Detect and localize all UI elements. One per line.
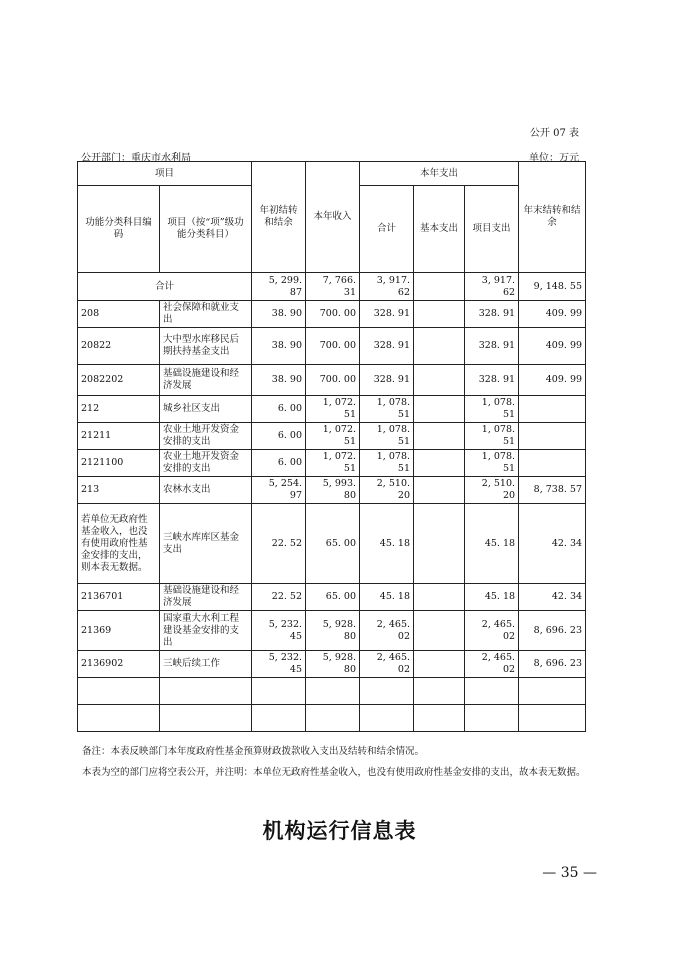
cell-income: 700. 00	[306, 301, 360, 328]
table-row	[78, 477, 586, 504]
cell-begin: 5, 232. 45	[252, 611, 306, 651]
cell-end	[519, 450, 586, 477]
cell-total: 1, 078. 51	[360, 396, 414, 423]
header-begin-balance: 年初结转和结余	[252, 162, 306, 273]
cell-begin: 6. 00	[252, 423, 306, 450]
total-end: 9, 148. 55	[519, 273, 586, 301]
cell-basic	[414, 651, 465, 678]
department-label: 公开部门：重庆市水利局	[81, 153, 191, 164]
cell-name: 大中型水库移民后期扶持基金支出	[160, 328, 252, 365]
table-row	[78, 504, 586, 584]
cell-begin: 5, 254. 97	[252, 477, 306, 504]
header-total: 合计	[360, 186, 414, 273]
cell-total: 328. 91	[360, 328, 414, 365]
cell-basic	[414, 365, 465, 396]
cell-basic	[414, 678, 465, 705]
cell-total: 328. 91	[360, 301, 414, 328]
cell-total: 2, 465. 02	[360, 651, 414, 678]
cell-end	[519, 705, 586, 732]
cell-end: 8, 696. 23	[519, 611, 586, 651]
unit-label: 单位：万元	[529, 153, 579, 164]
total-row	[78, 273, 586, 301]
cell-end	[519, 423, 586, 450]
cell-project: 1, 078. 51	[465, 450, 519, 477]
table-row	[78, 328, 586, 365]
cell-income: 700. 00	[306, 328, 360, 365]
cell-income	[306, 678, 360, 705]
note-remark: 备注：本表反映部门本年度政府性基金预算财政拨款收入支出及结转和结余情况。	[82, 746, 425, 757]
header-basic: 基本支出	[414, 186, 465, 273]
note-empty-table: 本表为空的部门应将空表公开，并注明：本单位无政府性基金收入，也没有使用政府性基金安排的支出，故本表无数据。	[82, 767, 586, 778]
cell-code: 20822	[78, 328, 160, 365]
cell-name	[160, 678, 252, 705]
total-basic	[414, 273, 465, 301]
cell-project: 45. 18	[465, 584, 519, 611]
cell-basic	[414, 396, 465, 423]
cell-name: 基础设施建设和经济发展	[160, 584, 252, 611]
cell-begin: 38. 90	[252, 328, 306, 365]
cell-code: 2136902	[78, 651, 160, 678]
header-expense-group: 本年支出	[360, 162, 519, 186]
cell-income: 1, 072. 51	[306, 423, 360, 450]
header-income: 本年收入	[306, 162, 360, 273]
cell-code: 2121100	[78, 450, 160, 477]
cell-total: 328. 91	[360, 365, 414, 396]
total-label: 合计	[78, 273, 252, 301]
cell-begin: 38. 90	[252, 301, 306, 328]
cell-total: 1, 078. 51	[360, 423, 414, 450]
header-item-name: 项目（按“项”级功能分类科目）	[160, 186, 252, 273]
cell-project: 328. 91	[465, 328, 519, 365]
cell-total	[360, 678, 414, 705]
cell-income: 1, 072. 51	[306, 450, 360, 477]
cell-income: 700. 00	[306, 365, 360, 396]
cell-begin: 5, 232. 45	[252, 651, 306, 678]
cell-project: 45. 18	[465, 504, 519, 584]
table-row	[78, 705, 586, 732]
cell-name: 社会保障和就业支出	[160, 301, 252, 328]
cell-end: 409. 99	[519, 301, 586, 328]
cell-code	[78, 678, 160, 705]
cell-income: 5, 928. 80	[306, 611, 360, 651]
cell-name: 农业土地开发资金安排的支出	[160, 423, 252, 450]
cell-income: 65. 00	[306, 584, 360, 611]
table-row	[78, 450, 586, 477]
cell-end: 42. 34	[519, 584, 586, 611]
header-code: 功能分类科目编码	[78, 186, 160, 273]
total-begin: 5, 299. 87	[252, 273, 306, 301]
cell-name: 国家重大水利工程建设基金安排的支出	[160, 611, 252, 651]
cell-total	[360, 705, 414, 732]
cell-total: 2, 465. 02	[360, 611, 414, 651]
cell-begin: 38. 90	[252, 365, 306, 396]
total-project: 3, 917. 62	[465, 273, 519, 301]
cell-name	[160, 705, 252, 732]
table-row	[78, 651, 586, 678]
cell-basic	[414, 504, 465, 584]
cell-income	[306, 705, 360, 732]
header-item-group: 项目	[78, 162, 252, 186]
cell-basic	[414, 328, 465, 365]
cell-end: 8, 738. 57	[519, 477, 586, 504]
table-row	[78, 678, 586, 705]
cell-name: 基础设施建设和经济发展	[160, 365, 252, 396]
header-project: 项目支出	[465, 186, 519, 273]
table-row	[78, 396, 586, 423]
cell-project: 2, 465. 02	[465, 611, 519, 651]
cell-basic	[414, 584, 465, 611]
cell-project: 328. 91	[465, 301, 519, 328]
cell-basic	[414, 423, 465, 450]
total-income: 7, 766. 31	[306, 273, 360, 301]
cell-total: 2, 510. 20	[360, 477, 414, 504]
cell-code: 212	[78, 396, 160, 423]
cell-code: 2082202	[78, 365, 160, 396]
cell-basic	[414, 611, 465, 651]
cell-name: 农业土地开发资金安排的支出	[160, 450, 252, 477]
cell-end: 409. 99	[519, 365, 586, 396]
cell-end: 409. 99	[519, 328, 586, 365]
cell-income: 5, 993. 80	[306, 477, 360, 504]
cell-code: 21211	[78, 423, 160, 450]
cell-end: 8, 696. 23	[519, 651, 586, 678]
cell-income: 5, 928. 80	[306, 651, 360, 678]
cell-project	[465, 705, 519, 732]
table-row	[78, 301, 586, 328]
cell-code: 208	[78, 301, 160, 328]
cell-begin	[252, 678, 306, 705]
cell-total: 45. 18	[360, 504, 414, 584]
page-number: — 35 —	[542, 865, 597, 881]
cell-name: 三峡后续工作	[160, 651, 252, 678]
cell-income: 65. 00	[306, 504, 360, 584]
cell-project	[465, 678, 519, 705]
fund-budget-table	[77, 161, 586, 732]
cell-total: 45. 18	[360, 584, 414, 611]
cell-name: 城乡社区支出	[160, 396, 252, 423]
cell-code	[78, 705, 160, 732]
cell-basic	[414, 705, 465, 732]
cell-end	[519, 678, 586, 705]
cell-begin: 22. 52	[252, 584, 306, 611]
cell-basic	[414, 301, 465, 328]
cell-begin: 6. 00	[252, 396, 306, 423]
table-row	[78, 365, 586, 396]
cell-name: 三峡水库库区基金支出	[160, 504, 252, 584]
cell-end: 42. 34	[519, 504, 586, 584]
cell-end	[519, 396, 586, 423]
section-title: 机构运行信息表	[262, 819, 417, 843]
cell-basic	[414, 477, 465, 504]
cell-project: 2, 465. 02	[465, 651, 519, 678]
cell-begin: 6. 00	[252, 450, 306, 477]
cell-begin: 22. 52	[252, 504, 306, 584]
table-row	[78, 423, 586, 450]
cell-income: 1, 072. 51	[306, 396, 360, 423]
cell-project: 1, 078. 51	[465, 423, 519, 450]
cell-code: 213	[78, 477, 160, 504]
cell-basic	[414, 450, 465, 477]
table-row	[78, 611, 586, 651]
table-row	[78, 584, 586, 611]
form-number: 公开 07 表	[529, 128, 579, 139]
cell-code: 若单位无政府性基金收入，也没有使用政府性基金安排的支出，则本表无数据。	[78, 504, 160, 584]
cell-code: 2136701	[78, 584, 160, 611]
cell-begin	[252, 705, 306, 732]
total-expense: 3, 917. 62	[360, 273, 414, 301]
cell-total: 1, 078. 51	[360, 450, 414, 477]
cell-project: 2, 510. 20	[465, 477, 519, 504]
cell-code: 21369	[78, 611, 160, 651]
cell-project: 1, 078. 51	[465, 396, 519, 423]
header-end-balance: 年末结转和结余	[519, 162, 586, 273]
cell-project: 328. 91	[465, 365, 519, 396]
cell-name: 农林水支出	[160, 477, 252, 504]
